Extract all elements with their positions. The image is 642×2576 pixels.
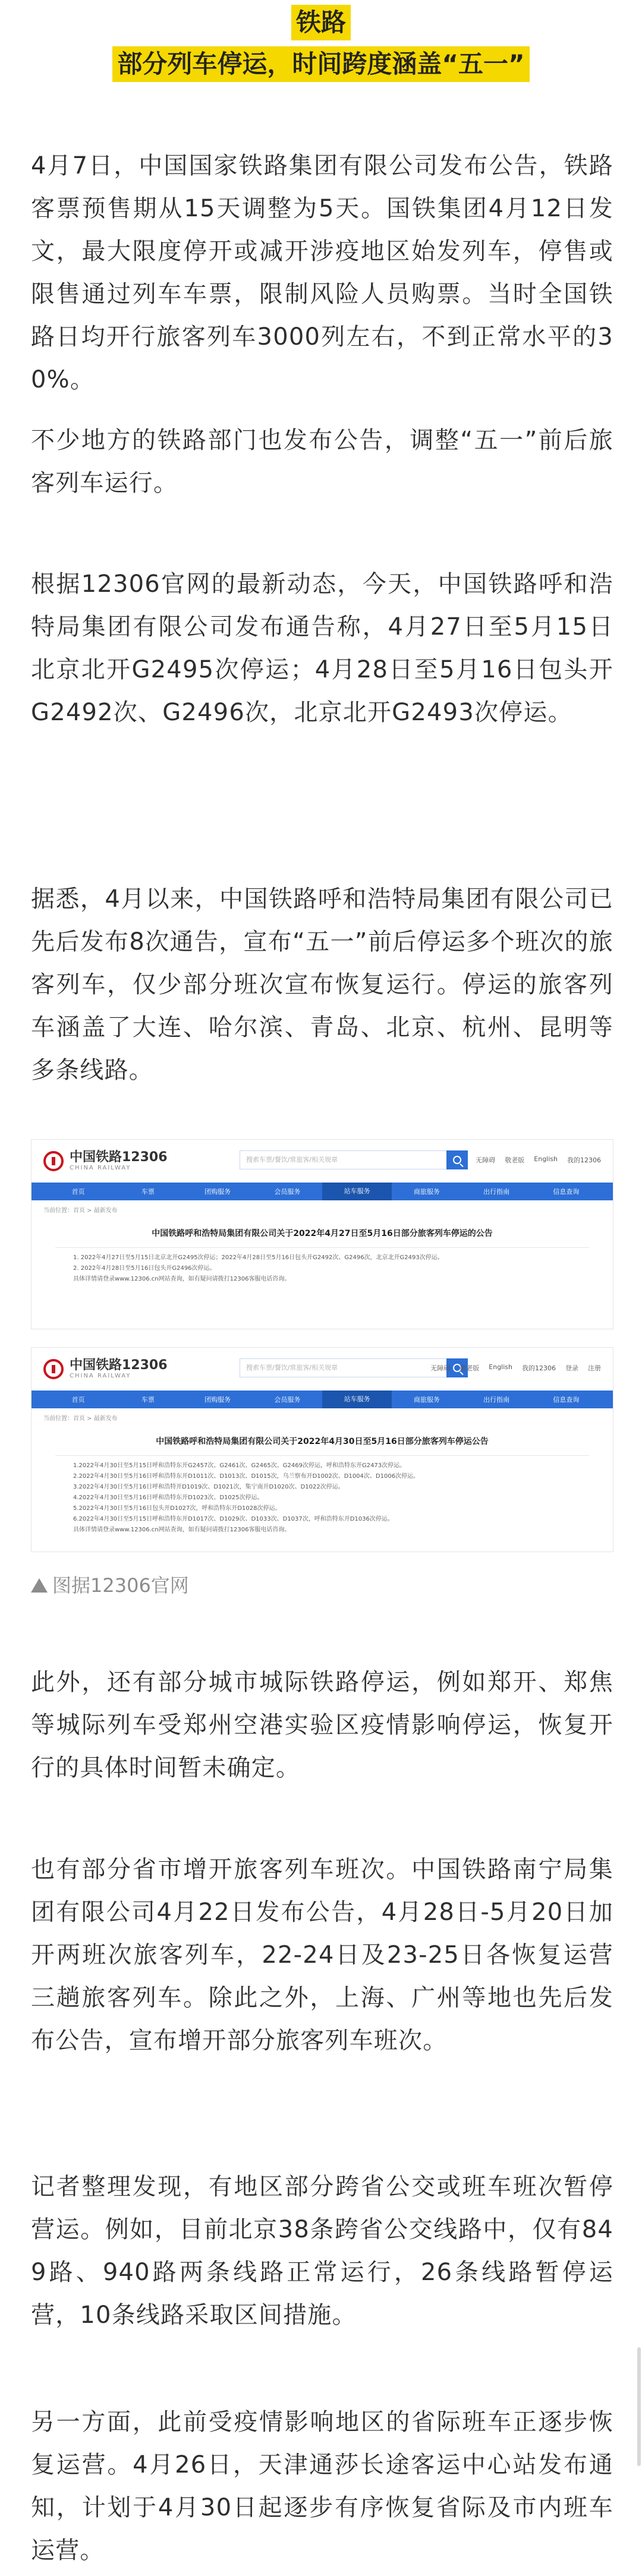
caption-text: 图据12306官网 bbox=[52, 1574, 189, 1597]
notice-line: 具体详情请登录www.12306.cn网站查询，如有疑问请拨打12306客服电话咨询。 bbox=[73, 1276, 291, 1282]
nav-item: 首页 bbox=[71, 1396, 85, 1404]
paragraph-6: 也有部分省市增开旅客列车班次。中国铁路南宁局集团有限公司4月22日发布公告，4月28日-5月20日加开两班次旅客列车，22-24日及23-25日各恢复运营三趟旅客列车。除此之外，上海、广州等地也先后发布公告，宣布增开部分旅客列车班次。 bbox=[31, 1856, 613, 2054]
search-input: 搜索车票/餐饮/常旅客/相关规章 bbox=[240, 1358, 454, 1377]
main-nav bbox=[32, 1183, 613, 1200]
nav-item: 商旅服务 bbox=[413, 1396, 440, 1404]
logo-text: 中国铁路12306 bbox=[70, 1358, 168, 1373]
nav-item-active: 站车服务 bbox=[322, 1183, 392, 1200]
paragraph-8: 另一方面，此前受疫情影响地区的省际班车正逐步恢复运营。4月26日，天津通莎长途客运中心站发布通知，计划于4月30日起逐步有序恢复省际及市内班车运营。 bbox=[31, 2408, 613, 2564]
notice-line: 6.2022年4月30日至5月15日呼和浩特东开D1017次、D1029次、D1033次、D1037次，呼和浩特东开D1036次停运。 bbox=[73, 1516, 394, 1522]
triangle-up-icon bbox=[31, 1578, 48, 1593]
main-nav bbox=[32, 1391, 613, 1408]
headline-line-2: 部分列车停运，时间跨度涵盖“五一” bbox=[112, 46, 529, 82]
headline bbox=[0, 5, 642, 82]
nav-item-active: 站车服务 bbox=[322, 1391, 392, 1408]
nav-item: 会员服务 bbox=[274, 1396, 301, 1404]
notice-screenshot-2 bbox=[31, 1347, 613, 1552]
nav-item: 车票 bbox=[141, 1396, 155, 1404]
notice-line: 2.2022年4月30日至5月16日呼和浩特东开D1011次、D1013次、D1015次，乌兰察布开D1002次、D1004次、D1006次停运。 bbox=[73, 1473, 420, 1480]
paragraph-5: 此外，还有部分城市城际铁路停运，例如郑开、郑焦等城际列车受郑州空港实验区疫情影响停运，恢复开行的具体时间暂未确定。 bbox=[31, 1669, 613, 1782]
search-button bbox=[446, 1150, 468, 1169]
header-link: 无障碍 bbox=[476, 1156, 496, 1164]
nav-item: 出行指南 bbox=[483, 1188, 510, 1196]
notice-line: 5.2022年4月30日至5月16日包头开D1027次，呼和浩特东开D1028次停运。 bbox=[73, 1505, 281, 1512]
header-link: 我的12306 bbox=[567, 1156, 601, 1164]
logo-subtext: CHINA RAILWAY bbox=[70, 1373, 131, 1379]
notice-line: 1. 2022年4月27日至5月15日北京北开G2495次停运；2022年4月28日至5月16日包头开G2492次、G2496次，北京北开G2493次停运。 bbox=[73, 1254, 443, 1261]
nav-item: 出行指南 bbox=[483, 1396, 510, 1404]
headline-line-1: 铁路 bbox=[291, 5, 351, 40]
notice-line: 1.2022年4月30日至5月15日呼和浩特东开G2457次、G2461次、G2465次、G2469次停运，呼和浩特东开G2473次停运。 bbox=[73, 1462, 406, 1469]
nav-item: 团购服务 bbox=[204, 1396, 231, 1404]
nav-item: 团购服务 bbox=[204, 1188, 231, 1196]
nav-item: 车票 bbox=[141, 1188, 155, 1196]
notice-line: 4.2022年4月30日至5月16日呼和浩特东开D1023次、D1025次停运。 bbox=[73, 1494, 263, 1501]
railway-logo-icon bbox=[43, 1151, 64, 1171]
paragraph-1: 4月7日，中国国家铁路集团有限公司发布公告，铁路客票预售期从15天调整为5天。国铁集团4月12日发文，最大限度停开或减开涉疫地区始发列车，停售或限售通过列车车票，限制风险人员购票。当时全国铁路日均开行旅客列车3000列左右，不到正常水平的30%。 bbox=[31, 152, 613, 393]
logo-subtext: CHINA RAILWAY bbox=[70, 1165, 131, 1171]
railway-logo-icon bbox=[43, 1359, 64, 1379]
header-link: English bbox=[489, 1363, 512, 1371]
image-caption bbox=[31, 1572, 189, 1598]
header-links bbox=[430, 1363, 601, 1373]
header-link: English bbox=[534, 1155, 558, 1163]
paragraph-2: 不少地方的铁路部门也发布公告，调整“五一”前后旅客列车运行。 bbox=[31, 427, 613, 497]
divider bbox=[55, 1455, 589, 1456]
notice-title: 中国铁路呼和浩特局集团有限公司关于2022年4月30日至5月16日部分旅客列车停运公告 bbox=[156, 1437, 489, 1446]
breadcrumb: 当前位置：首页 > 最新发布 bbox=[43, 1415, 118, 1422]
header-link: 登录 bbox=[565, 1364, 578, 1372]
header-link: 敬老版 bbox=[460, 1364, 480, 1372]
nav-item: 信息查询 bbox=[553, 1188, 580, 1196]
notice-line: 具体详情请登录www.12306.cn网站查询，如有疑问请拨打12306客服电话咨询。 bbox=[73, 1527, 291, 1533]
notice-line: 2. 2022年4月28日至5月16日包头开G2496次停运。 bbox=[73, 1265, 216, 1272]
header-link: 无障碍 bbox=[430, 1364, 451, 1372]
nav-item: 信息查询 bbox=[553, 1396, 580, 1404]
nav-item: 商旅服务 bbox=[413, 1188, 440, 1196]
nav-item: 会员服务 bbox=[274, 1188, 301, 1196]
search-input: 搜索车票/餐饮/常旅客/相关规章 bbox=[240, 1150, 454, 1169]
notice-screenshot-1 bbox=[31, 1139, 613, 1329]
nav-item: 首页 bbox=[71, 1188, 85, 1196]
header-link: 我的12306 bbox=[522, 1364, 556, 1372]
header-link: 注册 bbox=[588, 1364, 601, 1372]
header-link: 敬老版 bbox=[505, 1156, 525, 1164]
paragraph-7: 记者整理发现，有地区部分跨省公交或班车班次暂停营运。例如，目前北京38条跨省公交线路中，仅有849路、940路两条线路正常运行，26条线路暂停运营，10条线路采取区间措施。 bbox=[31, 2173, 613, 2329]
search-icon bbox=[453, 1156, 461, 1164]
notice-line: 3.2022年4月30日至5月16日呼和浩特开D1019次、D1021次，集宁南开D1020次、D1022次停运。 bbox=[73, 1484, 344, 1490]
header-links bbox=[476, 1155, 601, 1165]
notice-title: 中国铁路呼和浩特局集团有限公司关于2022年4月27日至5月16日部分旅客列车停运的公告 bbox=[152, 1229, 493, 1238]
divider bbox=[55, 1247, 589, 1248]
breadcrumb: 当前位置：首页 > 最新发布 bbox=[43, 1207, 118, 1214]
logo-text: 中国铁路12306 bbox=[70, 1150, 168, 1165]
paragraph-3: 根据12306官网的最新动态，今天，中国铁路呼和浩特局集团有限公司发布通告称，4月27日至5月15日北京北开G2495次停运；4月28日至5月16日包头开G2492次、G2496次，北京北开G2493次停运。 bbox=[31, 570, 613, 726]
paragraph-4: 据悉，4月以来，中国铁路呼和浩特局集团有限公司已先后发布8次通告，宣布“五一”前后停运多个班次的旅客列车，仅少部分班次宣布恢复运行。停运的旅客列车涵盖了大连、哈尔滨、青岛、北京、杭州、昆明等多条线路。 bbox=[31, 885, 613, 1084]
scrollbar-thumb[interactable] bbox=[637, 2347, 641, 2466]
